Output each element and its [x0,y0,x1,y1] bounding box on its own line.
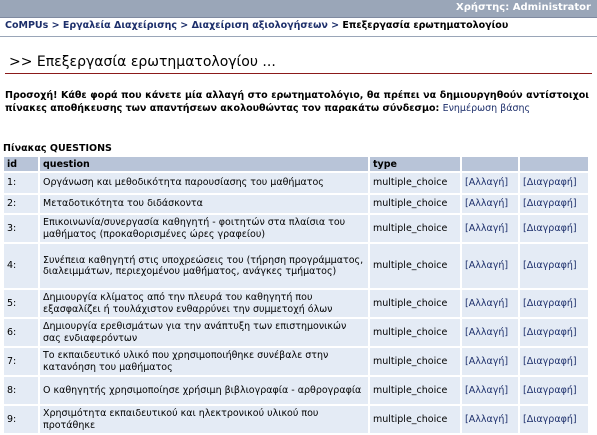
edit-cell [462,290,518,317]
row-question: Δημιουργία ερεθισμάτων για την ανάπτυξη των επιστημονικών σας ενδιαφερόντων [40,319,368,346]
row-id: 3: [4,215,38,242]
edit-cell [462,215,518,242]
delete-link[interactable]: [Διαγραφή] [522,198,577,210]
edit-cell [462,377,518,404]
edit-cell [462,406,518,433]
table-row [4,348,588,375]
questions-table [2,155,590,435]
row-id: 4: [4,244,38,288]
row-type: multiple_choice [370,195,460,213]
delete-link[interactable]: [Διαγραφή] [522,297,577,309]
row-type: multiple_choice [370,319,460,346]
delete-cell [520,290,588,317]
edit-cell [462,173,518,193]
edit-cell [462,348,518,375]
warning-text: Προσοχή! Κάθε φορά που κάνετε μία αλλαγή στο ερωτηματολόγιο, θα πρέπει να δημιουργηθούν αντίστοιχοι πίνακες αποθήκευσης των απαντήσεων ακολουθώντας τον παρακάτω σύνδεσμο: [5,90,589,114]
col-header-type: type [370,157,460,171]
edit-link[interactable]: [Αλλαγή] [465,222,509,234]
col-header-id: id [4,157,38,171]
row-type: multiple_choice [370,244,460,288]
edit-link[interactable]: [Αλλαγή] [465,355,509,367]
edit-link[interactable]: [Αλλαγή] [465,177,509,189]
col-header-edit [462,157,518,171]
edit-cell [462,244,518,288]
breadcrumb [5,20,508,31]
delete-cell [520,348,588,375]
col-header-delete [520,157,588,171]
edit-link[interactable]: [Αλλαγή] [465,198,509,210]
row-type: multiple_choice [370,215,460,242]
table-header-row [4,157,588,171]
delete-link[interactable]: [Διαγραφή] [522,326,577,338]
divider [0,36,597,37]
table-row [4,215,588,242]
delete-link[interactable]: [Διαγραφή] [522,222,577,234]
row-question: Ο καθηγητής χρησιμοποίησε χρήσιμη βιβλιογραφία - αρθρογραφία [40,377,368,404]
row-question: Συνέπεια καθηγητή στις υποχρεώσεις του (τήρηση προγράμματος, διαλειμμάτων, περιεχομένου μαθήματος, ανάγκες τμήματος) [40,244,368,288]
delete-link[interactable]: [Διαγραφή] [522,355,577,367]
row-question: Οργάνωση και μεθοδικότητα παρουσίασης του μαθήματος [40,173,368,193]
edit-cell [462,195,518,213]
row-id: 8: [4,377,38,404]
row-id: 2: [4,195,38,213]
breadcrumb-admin-tools-link[interactable]: Εργαλεία Διαχείρισης [62,20,177,31]
row-type: multiple_choice [370,377,460,404]
row-question: Μεταδοτικότητα του διδάσκοντα [40,195,368,213]
table-row [4,377,588,404]
row-type: multiple_choice [370,173,460,193]
edit-link[interactable]: [Αλλαγή] [465,297,509,309]
edit-link[interactable]: [Αλλαγή] [465,384,509,396]
delete-cell [520,173,588,193]
row-type: multiple_choice [370,290,460,317]
warning-message [5,90,589,115]
delete-cell [520,319,588,346]
col-header-question: question [40,157,368,171]
edit-link[interactable]: [Αλλαγή] [465,260,509,272]
table-row [4,173,588,193]
row-id: 7: [4,348,38,375]
table-caption: Πίνακας QUESTIONS [3,143,112,154]
row-question: Δημιουργία κλίματος από την πλευρά του καθηγητή που εξασφαλίζει ή τουλάχιστον ενθαρρύνει την συμμετοχή όλων [40,290,368,317]
delete-link[interactable]: [Διαγραφή] [522,177,577,189]
top-bar [0,0,597,18]
row-question: Το εκπαιδευτικό υλικό που χρησιμοποιήθηκε συνέβαλε στην κατανόηση του μαθήματος [40,348,368,375]
table-row [4,319,588,346]
breadcrumb-eval-mgmt-link[interactable]: Διαχείριση αξιολογήσεων [191,20,328,31]
delete-cell [520,406,588,433]
user-label: Χρήστης: Administrator [456,2,591,13]
delete-link[interactable]: [Διαγραφή] [522,384,577,396]
row-id: 9: [4,406,38,433]
edit-cell [462,319,518,346]
delete-link[interactable]: [Διαγραφή] [522,260,577,272]
delete-cell [520,377,588,404]
row-id: 6: [4,319,38,346]
breadcrumb-separator: > [327,20,343,31]
row-id: 5: [4,290,38,317]
table-row [4,290,588,317]
page-title: >> Επεξεργασία ερωτηματολογίου ... [9,54,276,70]
page-title-box [5,51,592,74]
row-id: 1: [4,173,38,193]
edit-link[interactable]: [Αλλαγή] [465,413,509,425]
row-question: Χρησιμότητα εκπαιδευτικού και ηλεκτρονικού υλικού που προτάθηκε [40,406,368,433]
update-db-link[interactable]: Ενημέρωση βάσης [442,102,531,114]
delete-cell [520,244,588,288]
breadcrumb-separator: > [177,20,192,31]
table-body [4,173,588,433]
row-type: multiple_choice [370,406,460,433]
row-question: Επικοινωνία/συνεργασία καθηγητή - φοιτητών στα πλαίσια του μαθήματος (προκαθορισμένες ώρες γραφείου) [40,215,368,242]
edit-link[interactable]: [Αλλαγή] [465,326,509,338]
table-row [4,244,588,288]
row-type: multiple_choice [370,348,460,375]
delete-cell [520,215,588,242]
table-row [4,406,588,433]
delete-cell [520,195,588,213]
breadcrumb-separator: > [48,20,63,31]
table-row [4,195,588,213]
delete-link[interactable]: [Διαγραφή] [522,413,577,425]
breadcrumb-home-link[interactable]: CoMPUs [5,20,49,31]
breadcrumb-current: Επεξεργασία ερωτηματολογίου [342,20,509,31]
